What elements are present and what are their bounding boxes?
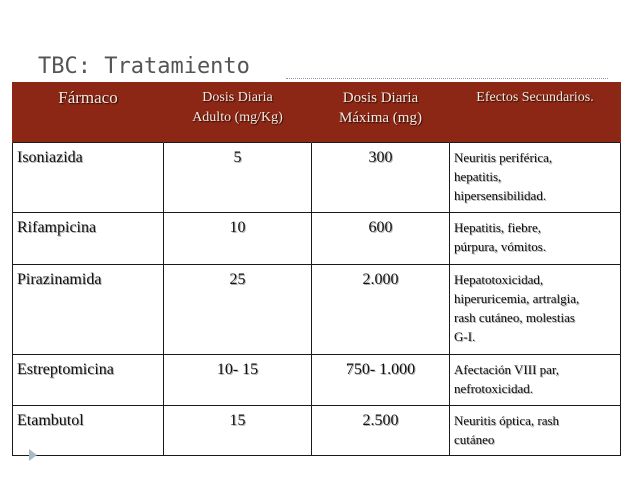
drug-name: Etambutol <box>13 405 164 455</box>
adult-dose-value: 25 <box>164 264 312 354</box>
header-max-dose: Dosis Diaria Máxima (mg) <box>312 82 450 142</box>
table-row <box>13 405 621 455</box>
drug-name: Pirazinamida <box>13 264 164 354</box>
max-dose-value: 600 <box>312 212 450 264</box>
slide-title: TBC: Tratamiento <box>38 54 250 79</box>
adult-dose-value: 15 <box>164 405 312 455</box>
header-side-effects: Efectos Secundarios. <box>450 82 621 142</box>
title-divider <box>286 78 608 79</box>
adult-dose-value: 10 <box>164 212 312 264</box>
max-dose-value: 300 <box>312 142 450 212</box>
side-effects-cell: Afectación VIII par, nefrotoxicidad. <box>450 354 621 405</box>
drug-name: Isoniazida <box>13 142 164 212</box>
treatment-table <box>12 82 621 456</box>
table-row <box>13 212 621 264</box>
drug-name: Estreptomicina <box>13 354 164 405</box>
side-effects-cell: Hepatotoxicidad, hiperuricemia, artralgia, rash cutáneo, molestias G-I. <box>450 264 621 354</box>
triangle-bullet-icon <box>29 449 37 461</box>
side-effects-cell: Neuritis periférica, hepatitis, hipersensibilidad. <box>450 142 621 212</box>
max-dose-value: 2.000 <box>312 264 450 354</box>
side-effects-cell: Neuritis óptica, rash cutáneo <box>450 405 621 455</box>
header-adult-dose: Dosis Diaria Adulto (mg/Kg) <box>164 82 312 142</box>
header-drug: Fármaco <box>13 82 164 142</box>
table-header-row <box>13 82 621 142</box>
adult-dose-value: 5 <box>164 142 312 212</box>
side-effects-cell: Hepatitis, fiebre, púrpura, vómitos. <box>450 212 621 264</box>
max-dose-value: 2.500 <box>312 405 450 455</box>
table-row <box>13 354 621 405</box>
table-row <box>13 264 621 354</box>
max-dose-value: 750- 1.000 <box>312 354 450 405</box>
drug-name: Rifampicina <box>13 212 164 264</box>
adult-dose-value: 10- 15 <box>164 354 312 405</box>
table-row <box>13 142 621 212</box>
